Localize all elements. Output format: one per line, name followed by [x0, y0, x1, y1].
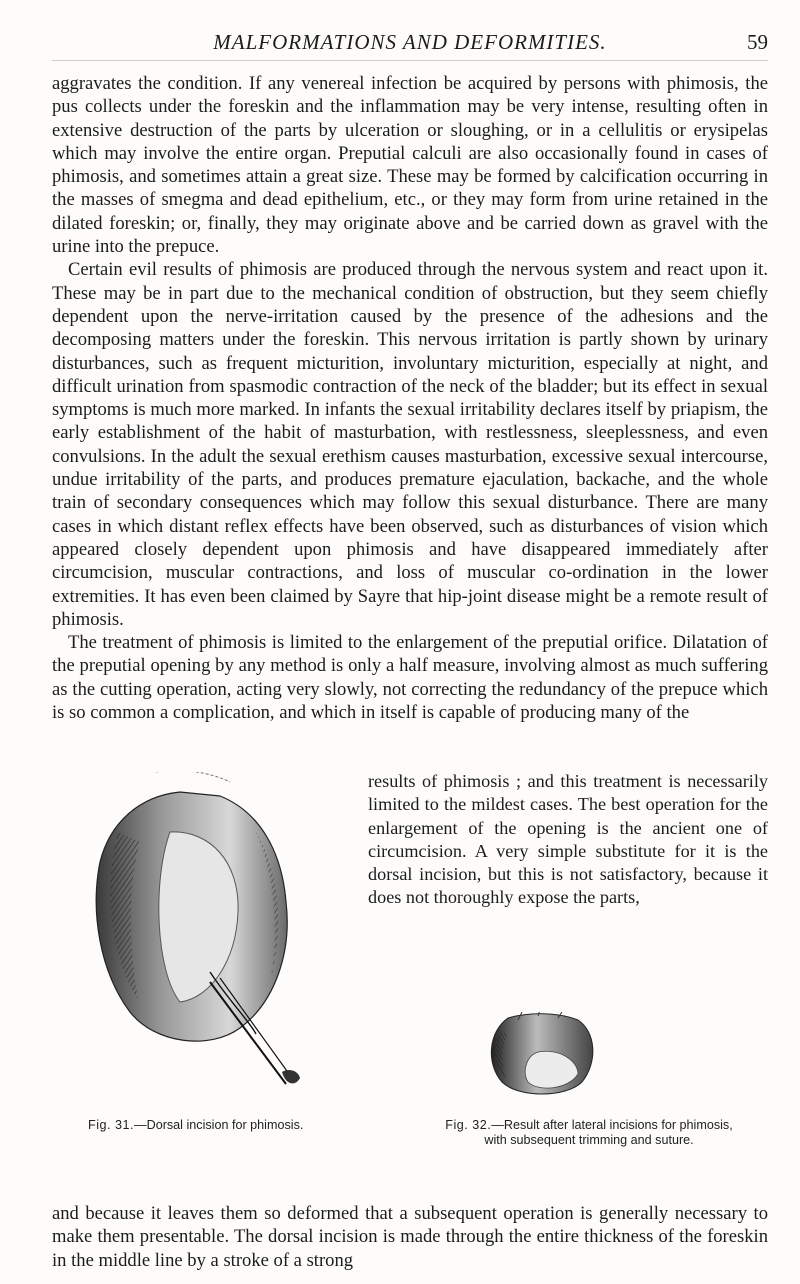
- paragraph-treatment: The treatment of phimosis is limited to the enlargement of the preputial orifice. Dilatation of the preputial opening by any method is only a half measure, involving almost as much suffering as the cutting operation, acting very slowly, not correcting the redundancy of the prepuce which is so common a complication, and which in itself is capable of producing many of the: [52, 632, 768, 724]
- page-number: 59: [747, 30, 768, 54]
- figure-31-caption-text: —Dorsal incision for phimosis.: [134, 1118, 304, 1132]
- wrapped-text-column: [368, 770, 768, 910]
- paragraph-nervous-effects: Certain evil results of phimosis are produced through the nervous system and react upon it. These may be in part due to the mechanical condition of obstruction, but they seem chiefly dependent upon the nerve-irritation caused by the presence of the adhesions and the decomposing matters under the foreskin. This nervous irritation is partly shown by urinary disturbances, such as frequent micturition, involuntary micturition, especially at night, and difficult urination from spasmodic contraction of the neck of the bladder; but its effect in sexual symptoms is much more marked. In infants the sexual irritability declares itself by priapism, the early establishment of the habit of masturbation, with restlessness, sleeplessness, and even convulsions. In the adult the sexual erethism causes masturbation, excessive sexual intercourse, undue irritability of the parts, and produces premature ejaculation, backache, and the whole train of secondary consequences which may follow this sexual disturbance. There are many cases in which distant reflex effects have been observed, such as disturbances of vision which appeared closely dependent upon phimosis and have disappeared immediately after circumcision, muscular contractions, and loss of muscular co-ordination in the lower extremities. It has even been claimed by Sayre that hip-joint disease might be a remote result of phimosis.: [52, 259, 768, 630]
- paragraph-treatment-continued: results of phimosis ; and this treatment is necessarily limited to the mildest cases. The best operation for the enlargement of the opening is the ancient one of circumcision. A very simple substitute for it is the dorsal incision, but this is not satisfactory, because it does not thoroughly expose the parts,: [368, 771, 768, 908]
- figure-32-lateral-incisions-illustration: [478, 1012, 606, 1098]
- figure-31-dorsal-incision-illustration: [60, 772, 356, 1090]
- figure-31-label: Fig. 31.: [88, 1118, 134, 1132]
- figure-32-caption-line2: with subsequent trimming and suture.: [484, 1133, 694, 1147]
- figure-32-label: Fig. 32.: [445, 1118, 492, 1132]
- bottom-text: [52, 1202, 768, 1272]
- figure-31-caption: [88, 1118, 358, 1133]
- page-header: [52, 30, 768, 61]
- figure-32-caption: [404, 1118, 774, 1148]
- body-text: [52, 72, 768, 724]
- paragraph-infection: aggravates the condition. If any venereal infection be acquired by persons with phimosis, the pus collects under the foreskin and the inflammation may be very intense, resulting often in extensive destruction of the parts by ulceration or sloughing, or in a cellulitis or erysipelas which may involve the entire organ. Preputial calculi are also occasionally found in cases of phimosis, and sometimes attain a great size. These may be formed by calcification occurring in the masses of smegma and dead epithelium, etc., or they may form from urine retained in the dilated foreskin; or, finally, they may originate above and be carried down as gravel with the urine into the prepuce.: [52, 73, 768, 258]
- figure-32-caption-line1: —Result after lateral incisions for phimosis,: [491, 1118, 733, 1132]
- paragraph-treatment-end: and because it leaves them so deformed that a subsequent operation is generally necessary to make them presentable. The dorsal incision is made through the entire thickness of the foreskin in the middle line by a stroke of a strong: [52, 1203, 768, 1271]
- running-title: MALFORMATIONS AND DEFORMITIES.: [213, 30, 607, 54]
